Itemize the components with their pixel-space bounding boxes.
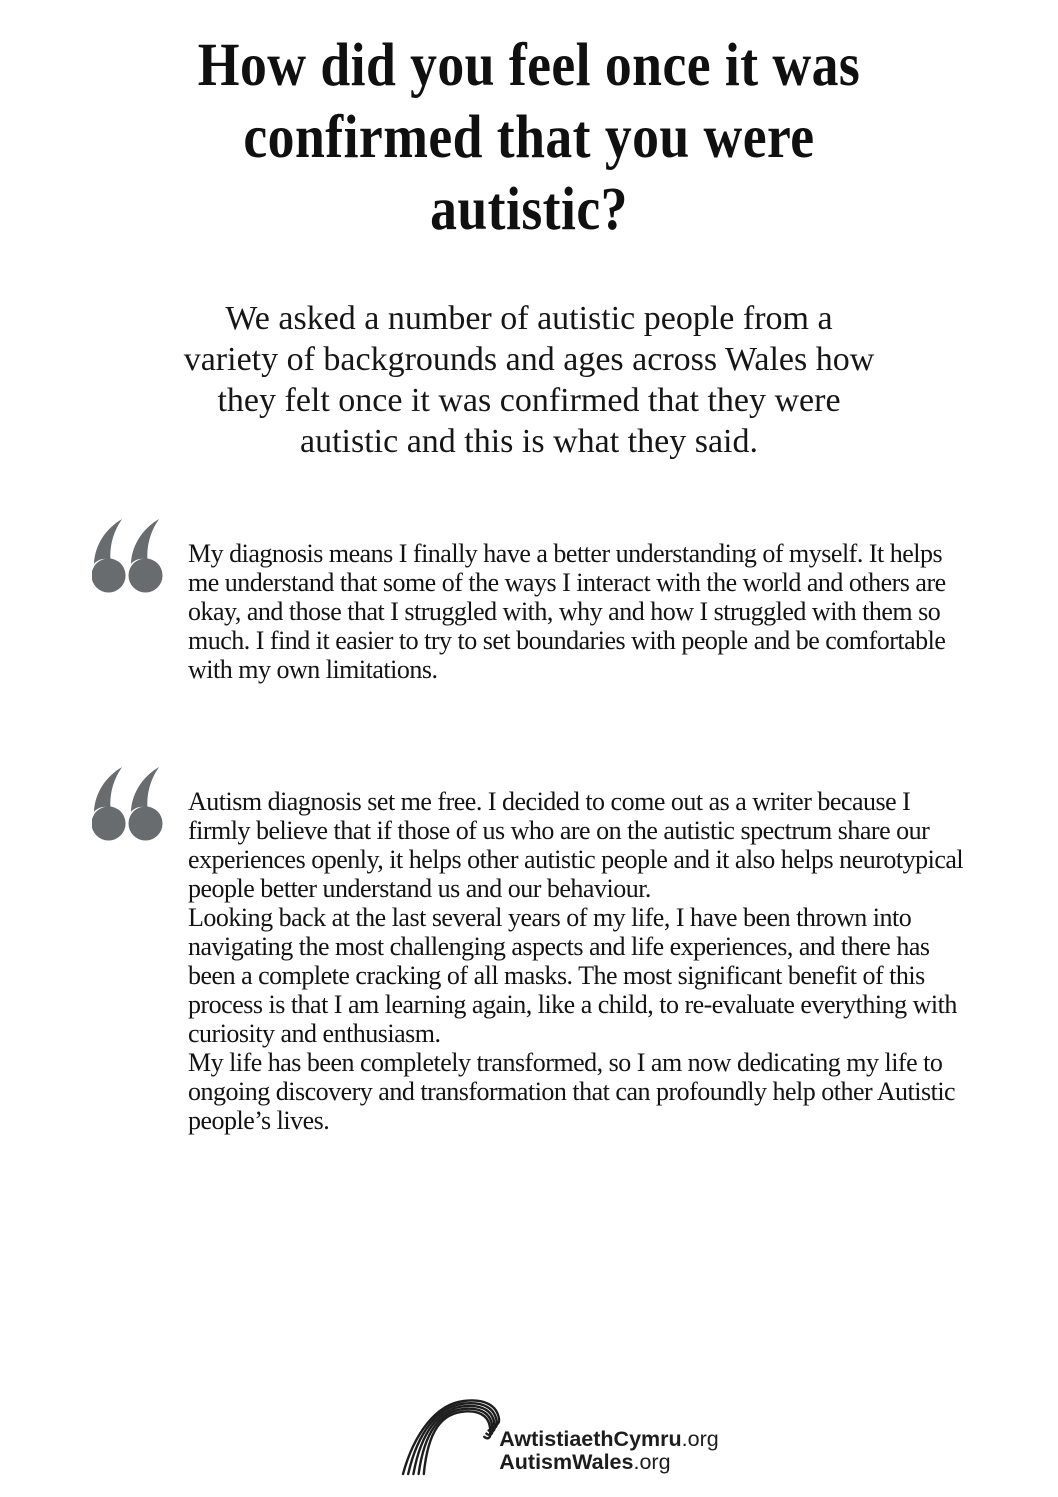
page-title — [63, 30, 994, 246]
intro-line: We asked a number of autistic people from a — [225, 300, 833, 337]
logo-text — [499, 1428, 718, 1474]
quote-block — [0, 518, 1058, 684]
intro-line: they felt once it was confirmed that they were — [217, 382, 841, 419]
footer — [0, 1392, 1058, 1476]
logo-url-line2 — [499, 1451, 718, 1474]
logo-name-english: AutismWales — [499, 1450, 634, 1474]
quote-text — [188, 518, 968, 684]
quote-paragraph: Autism diagnosis set me free. I decided to come out as a writer because I firmly believe that if those of us who are on the autistic spectrum share our experiences openly, it helps other autistic people and it also helps neurotypical people better understand us and our behaviour. — [188, 787, 964, 903]
logo-name-welsh: AwtistiaethCymru — [499, 1427, 682, 1451]
open-quote-icon — [92, 766, 164, 847]
quote-paragraph: My diagnosis means I finally have a better understanding of myself. It helps me understand that some of the ways I interact with the world and others are okay, and those that I struggled with, why and how I struggled with them so much. I find it easier to try to set boundaries with people and be comfortable with my own limitations. — [188, 539, 946, 684]
title-line: autistic? — [430, 176, 628, 243]
intro-text — [0, 298, 1058, 462]
logo-suffix: .org — [633, 1450, 671, 1474]
logo-url-line1 — [499, 1428, 718, 1451]
quote-paragraph: Looking back at the last several years of my life, I have been thrown into navigating the most challenging aspects and life experiences, and there has been a complete cracking of all masks. The most significant benefit of this process is that I am learning again, like a child, to re-evaluate everything with curiosity and enthusiasm. — [188, 903, 957, 1048]
open-quote-icon — [92, 518, 164, 599]
quote-paragraph: My life has been completely transformed, so I am now dedicating my life to ongoing discovery and transformation that can profoundly help other Autistic people’s lives. — [188, 1048, 956, 1135]
logo-arch-icon — [399, 1392, 503, 1476]
autism-wales-logo — [399, 1392, 718, 1476]
title-line: How did you feel once it was — [197, 32, 861, 99]
intro-line: autistic and this is what they said. — [300, 423, 758, 460]
title-line: confirmed that you were — [243, 104, 815, 171]
intro-line: variety of backgrounds and ages across Wales how — [183, 341, 875, 378]
quote-block — [0, 766, 1058, 1135]
logo-suffix: .org — [681, 1427, 719, 1451]
quote-text — [188, 766, 968, 1135]
